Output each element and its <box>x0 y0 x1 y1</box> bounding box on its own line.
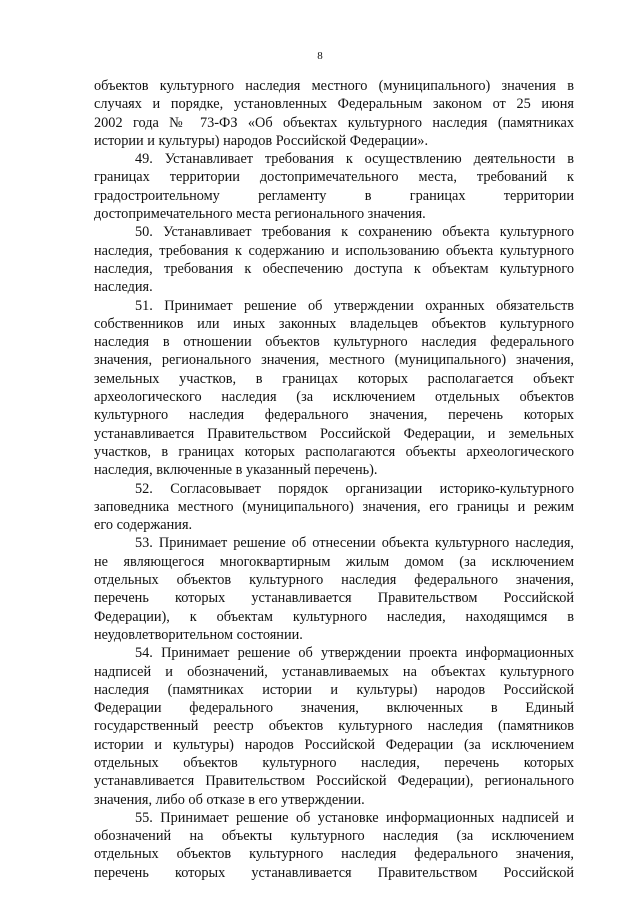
text-line: наследия, требования к содержанию и использованию объекта культурного <box>94 242 574 259</box>
text-line: отдельных объектов культурного наследия федерального значения, <box>94 846 574 863</box>
text-line: перечень которых устанавливается Правительством Российской <box>94 864 574 881</box>
text-line: заповедника местного (муниципального) значения, его границы и режим <box>94 498 574 515</box>
text-line: 55. Принимает решение об установке информационных надписей и <box>135 809 574 826</box>
text-line: 53. Принимает решение об отнесении объекта культурного наследия, <box>135 535 574 552</box>
paragraph-p53 <box>94 534 574 644</box>
text-line: 51. Принимает решение об утверждении охранных обязательств <box>135 297 574 314</box>
text-line: обозначений на объекты культурного наследия (за исключением <box>94 828 574 845</box>
text-line: 2002 года № 73-ФЗ «Об объектах культурного наследия (памятниках <box>94 114 574 131</box>
text-line: наследия. <box>94 279 153 296</box>
text-line: Федерации федерального значения, включенных в Единый <box>94 700 574 717</box>
page-number: 8 <box>317 50 323 62</box>
text-line: устанавливается Правительством Российской Федерации, и земельных <box>94 425 574 442</box>
document-body <box>94 77 574 882</box>
paragraph-p55 <box>94 809 574 882</box>
text-line: 50. Устанавливает требования к сохранению объекта культурного <box>135 224 574 241</box>
paragraph-p49 <box>94 150 574 223</box>
text-line: устанавливается Правительством Российской Федерации), регионального <box>94 773 574 790</box>
text-line: культурного наследия федерального значения, перечень которых <box>94 407 574 424</box>
text-line: надписей и обозначений, устанавливаемых на объектах культурного <box>94 663 574 680</box>
paragraph-cont <box>94 77 574 150</box>
text-line: градостроительному регламенту в границах территории <box>94 187 574 204</box>
paragraph-p50 <box>94 223 574 296</box>
text-line: истории и культуры) народов Российской Федерации (за исключением <box>94 736 574 753</box>
text-line: наследия, включенные в указанный перечень). <box>94 462 378 479</box>
text-line: собственников или иных законных владельцев объектов культурного <box>94 315 574 332</box>
text-line: 54. Принимает решение об утверждении проекта информационных <box>135 645 574 662</box>
text-line: случаях и порядке, установленных Федеральным законом от 25 июня <box>94 96 574 113</box>
paragraph-p52 <box>94 480 574 535</box>
text-line: его содержания. <box>94 517 193 534</box>
text-line: 52. Согласовывает порядок организации историко-культурного <box>135 480 574 497</box>
text-line: неудовлетворительном состоянии. <box>94 626 303 643</box>
text-line: границах территории достопримечательного места, требований к <box>94 169 574 186</box>
paragraph-p51 <box>94 297 574 480</box>
text-line: участков, в границах которых располагаются объекты археологического <box>94 443 574 460</box>
text-line: объектов культурного наследия местного (муниципального) значения в <box>94 78 574 94</box>
text-line: Федерации), к объектам культурного наследия, находящимся в <box>94 608 574 625</box>
text-line: земельных участков, в границах которых располагается объект <box>94 370 574 387</box>
text-line: значения, регионального значения, местного (муниципального) значения, <box>94 352 574 369</box>
text-line: перечень которых устанавливается Правительством Российской <box>94 590 574 607</box>
text-line: значения, либо об отказе в его утверждении. <box>94 791 365 808</box>
text-line: наследия (памятниках истории и культуры) народов Российской <box>94 681 574 698</box>
text-line: археологического наследия (за исключением отдельных объектов <box>94 389 574 406</box>
text-line: истории и культуры) народов Российской Федерации». <box>94 132 429 149</box>
text-line: отдельных объектов культурного наследия, перечень которых <box>94 754 574 771</box>
text-line: не являющегося многоквартирным жилым домом (за исключением <box>94 553 574 570</box>
text-line: наследия, требования к обеспечению доступа к объектам культурного <box>94 260 574 277</box>
text-line: достопримечательного места регионального значения. <box>94 206 426 223</box>
text-line: государственный реестр объектов культурного наследия (памятников <box>94 718 574 735</box>
paragraph-p54 <box>94 644 574 809</box>
text-line: отдельных объектов культурного наследия федерального значения, <box>94 572 574 589</box>
text-line: наследия в отношении объектов культурного наследия федерального <box>94 334 574 351</box>
text-line: 49. Устанавливает требования к осуществлению деятельности в <box>135 151 574 168</box>
